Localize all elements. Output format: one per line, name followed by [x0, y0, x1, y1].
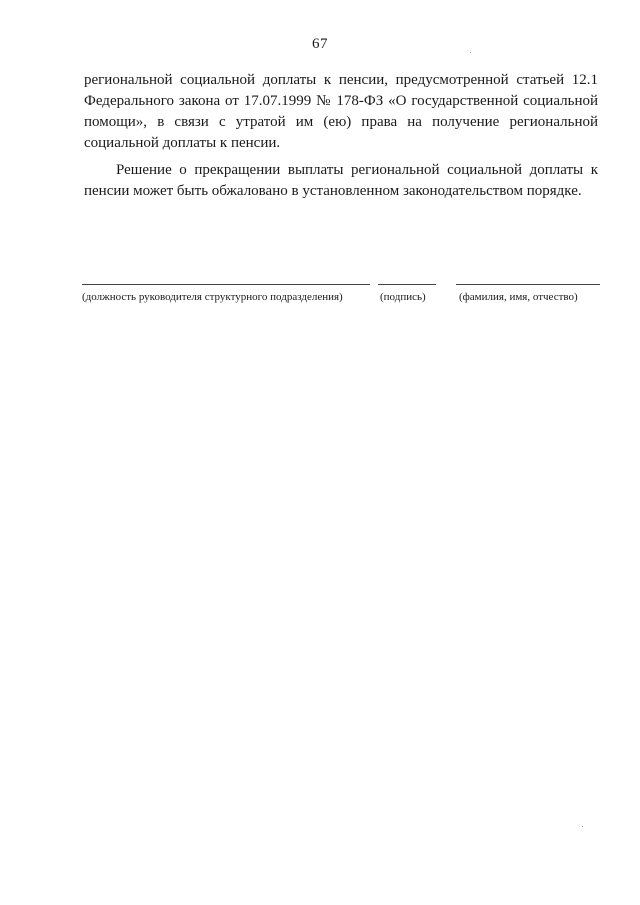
- position-label: (должность руководителя структурного подразделения): [82, 291, 343, 303]
- paragraph-continuation: региональной социальной доплаты к пенсии, предусмотренной статьей 12.1 Федерального закона от 17.07.1999 № 178-ФЗ «О государственной социальной помощи», в связи с утратой им (ею) права на получение региональной социальной доплаты к пенсии.: [84, 72, 598, 151]
- position-signature-line: [82, 284, 370, 285]
- full-name-label: (фамилия, имя, отчество): [459, 291, 578, 303]
- signature-line: [378, 284, 436, 285]
- scan-speck: [582, 826, 583, 827]
- full-name-signature-line: [456, 284, 600, 285]
- scan-speck: [470, 52, 471, 53]
- paragraph-appeal-notice: Решение о прекращении выплаты региональной социальной доплаты к пенсии может быть обжаловано в установленном законодательством порядке.: [84, 162, 598, 199]
- signature-label: (подпись): [380, 291, 426, 303]
- page-number: 67: [312, 36, 328, 52]
